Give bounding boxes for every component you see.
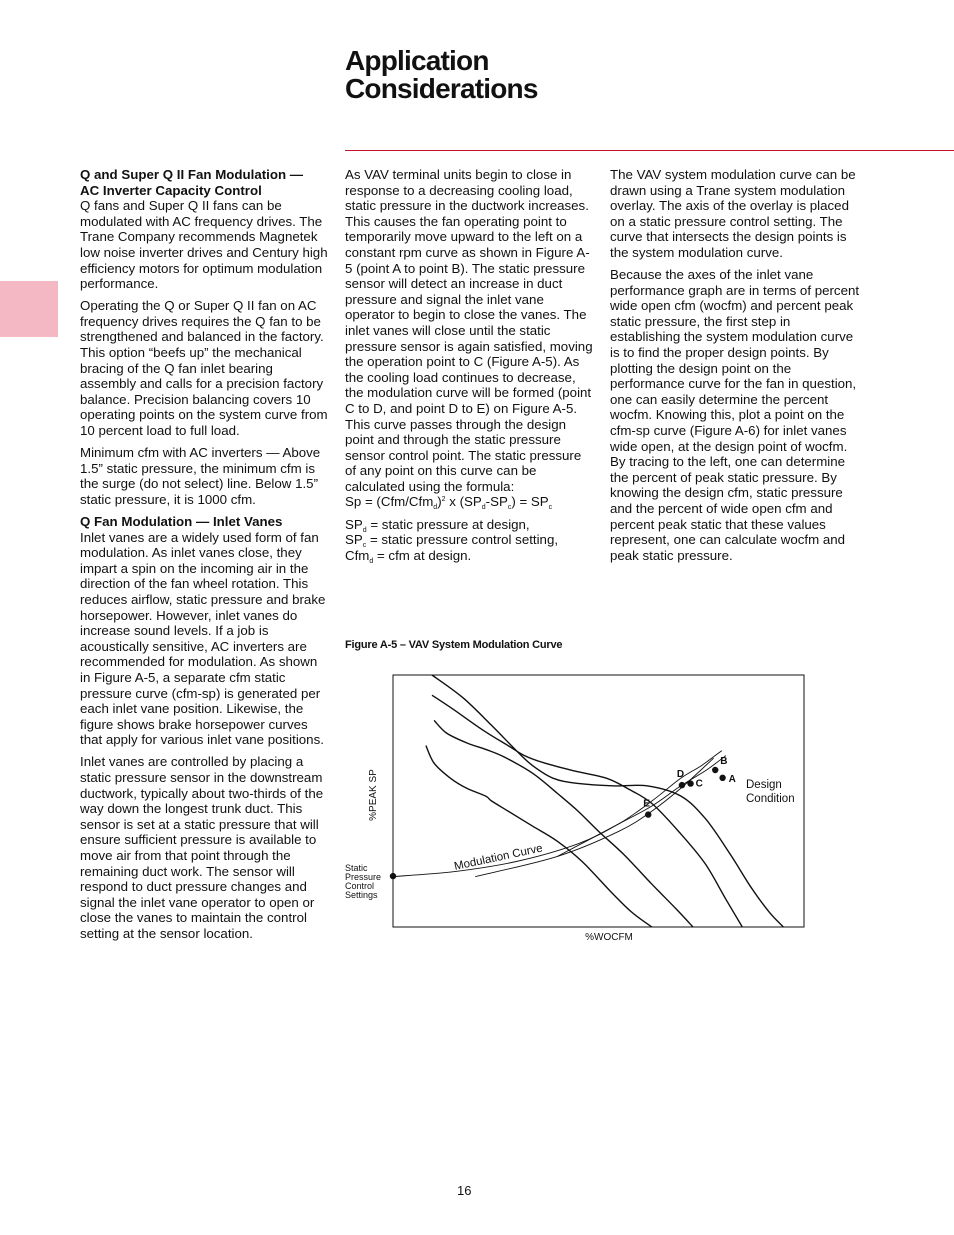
formula-part: ) — [437, 494, 442, 510]
annotation-1: Design — [746, 779, 782, 791]
symbol: Cfm — [345, 547, 370, 563]
formula-sup: 2 — [441, 496, 446, 504]
formula-part: x (SP — [445, 494, 482, 510]
x-axis-label: %WOCFM — [585, 932, 633, 943]
definition: = cfm at design. — [373, 547, 472, 563]
paragraph: Because the axes of the inlet vane performance graph are in terms of percent wide open cfm (wocfm) and percent peak static pressure, the first step in establishing the system modulation curve is to find the proper design points. By plotting the design point on the performance curve for the fan in question, one can easily determine the percent wocfm. Knowing this, plot a point on the cfm-sp curve (Figure A-6) for inlet vanes wide open, at the design point of wocfm. By tracing to the left, one can determine the percent of peak static pressure. By knowing the design cfm, static pressure and the percent of wide open cfm and percent peak static that these values represent, one can calculate wocfm and peak static pressure. — [610, 267, 860, 563]
page-number: 16 — [457, 1183, 472, 1198]
section-heading-inverter — [80, 167, 328, 292]
column-1 — [80, 167, 328, 948]
point-marker-E — [645, 811, 651, 817]
series-line-2 — [432, 695, 742, 927]
formula-sub: c — [507, 504, 512, 512]
annotation-2: Condition — [746, 793, 795, 805]
symbol-sub: d — [369, 557, 374, 565]
plot-frame — [393, 675, 804, 927]
heading-line1: Q and Super Q II Fan Modulation — — [80, 167, 304, 182]
paragraph: Minimum cfm with AC inverters — Above 1.5” static pressure, the minimum cfm is the surge (do not select) line. Below 1.5” static pressure, it is 1000 cfm. — [80, 445, 321, 507]
formula-sub: c — [548, 504, 553, 512]
modulation-chart — [340, 665, 820, 955]
definition: = static pressure at design, — [366, 516, 530, 532]
heading: Q Fan Modulation — Inlet Vanes — [80, 513, 283, 529]
point-label-C: C — [695, 778, 703, 790]
formula-part: Sp = (Cfm/Cfm — [345, 494, 434, 510]
paragraph: Inlet vanes are controlled by placing a static pressure sensor in the downstream ductwork, typically about two-thirds of the way down the longest trunk duct. This sensor is set at a static pressure that will ensure sufficient pressure is available to move air from that point through the remaining duct work. The sensor will respond to duct pressure changes and signal the inlet vane operator to open or close the vanes to maintain the control setting at the sensor location. — [80, 754, 324, 941]
annotation-6: Settings — [345, 890, 378, 900]
point-marker-control — [390, 873, 396, 879]
symbol-sub: d — [362, 526, 367, 534]
point-label-A: A — [728, 773, 736, 785]
formula-sub: d — [433, 504, 438, 512]
paragraph-text: As VAV terminal units begin to close in response to a decreasing cooling load, static pressure in the ductwork increases. This causes the fan operating point to temporarily move upward to the left on a constant rpm curve as shown in Figure A-5 (point A to point B). The static pressure sensor will detect an increase in duct pressure and signal the inlet vane operator to begin to close the vanes. The inlet vanes will close until the static pressure sensor is again satisfied, moving the operation point to C (Figure A-5). As the cooling load continues to decrease, the modulation curve will be formed (point C to D, and point D to E) on Figure A-5. This curve passes through the design point and through the static pressure sensor control point. The static pressure of any point on this curve can be calculated using the formula: — [345, 167, 593, 494]
symbol-sub: c — [362, 542, 367, 550]
figure-caption: Figure A-5 – VAV System Modulation Curve — [345, 639, 563, 651]
section-tab — [0, 281, 58, 337]
point-marker-A — [719, 775, 725, 781]
page-title-line2: Considerations — [345, 73, 538, 104]
point-marker-C — [687, 780, 693, 786]
page-title-line1: Application — [345, 45, 489, 76]
column-3 — [610, 167, 860, 570]
paragraph: The VAV system modulation curve can be drawn using a Trane system modulation overlay. The axis of the overlay is placed on a static pressure control setting. The curve that intersects the design points is the system modulation curve. — [610, 167, 856, 260]
column-2 — [345, 167, 595, 570]
formula-part: -SP — [485, 494, 508, 510]
heading-line2: AC Inverter Capacity Control — [80, 182, 262, 198]
section-heading-inlet-vanes — [80, 514, 328, 748]
formula — [345, 494, 553, 512]
formula-part: ) = SP — [511, 494, 549, 510]
annotation-5: Control — [345, 881, 375, 891]
annotation-3: Static — [345, 863, 368, 873]
y-axis-label: %PEAK SP — [368, 769, 379, 821]
series-line-5 — [393, 751, 722, 877]
paragraph — [345, 167, 595, 510]
page-title — [345, 47, 538, 103]
annotation-7: Modulation Curve — [453, 842, 544, 873]
paragraph: Inlet vanes are a widely used form of fan modulation. As inlet vanes close, they impart a spin on the incoming air in the direction of the fan wheel rotation. This reduces airflow, static pressure and brake horsepower. However, inlet vanes do increase sound levels. If a job is acoustically sensitive, AC inverters are recommended for modulation. As shown in Figure A-5, a separate cfm static pressure curve (cfm-sp) is generated per each inlet vane position. Likewise, the figure shows brake horsepower curves that apply for various inlet vane positions. — [80, 529, 326, 748]
formula-sub: d — [481, 504, 486, 512]
symbol: SP — [345, 532, 363, 548]
definition: = static pressure control setting, — [366, 532, 559, 548]
definitions — [345, 517, 595, 564]
paragraph: Q fans and Super Q II fans can be modulated with AC frequency drives. The Trane Company recommends Magnetek low noise inverter drives and Century high efficiency motors for optimum modulation performance. — [80, 198, 328, 292]
point-label-E: E — [643, 798, 650, 810]
point-marker-B — [712, 767, 718, 773]
paragraph: Operating the Q or Super Q II fan on AC frequency drives requires the Q fan to be strengthened and balanced in the factory. This option “beefs up” the mechanical bracing of the Q fan inlet bearing assembly and calls for a precision factory balance. Precision balancing covers 10 operating points on the system curve from 10 percent load to full load. — [80, 298, 328, 438]
point-marker-D — [679, 782, 685, 788]
header-rule — [345, 150, 954, 151]
series-line-3 — [434, 720, 693, 927]
annotation-4: Pressure — [345, 872, 382, 882]
series-line-4 — [426, 746, 652, 927]
point-label-D: D — [676, 769, 685, 781]
point-label-B: B — [720, 756, 728, 768]
symbol: SP — [345, 516, 363, 532]
